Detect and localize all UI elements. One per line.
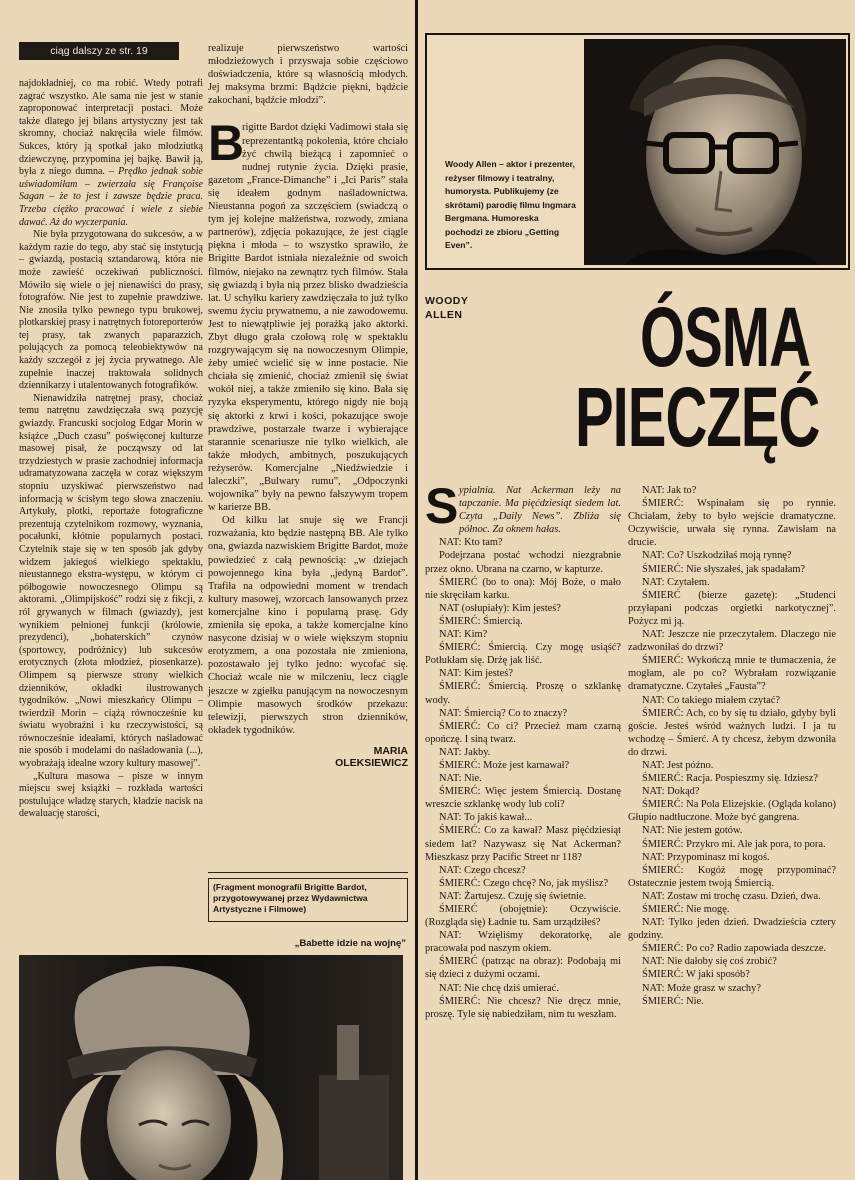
- dialogue-line: NAT: Przypominasz mi kogoś.: [642, 851, 770, 863]
- dialogue-line: NAT: Nie.: [439, 773, 482, 785]
- dialogue-line: NAT: Czego chcesz?: [439, 864, 526, 876]
- woody-allen-feature-box: [425, 33, 850, 270]
- bardot-article-column-2: [208, 42, 408, 770]
- dialogue-line: ŚMIERĆ: Może jest karnawał?: [439, 759, 570, 771]
- source-note: (Fragment monografii Brigitte Bardot, przygotowywanej przez Wydawnictwa Artystyczne i Filmowe): [208, 878, 408, 922]
- dialogue-line: NAT: Jest późno.: [642, 759, 714, 771]
- dialogue-line: NAT: Nie jestem gotów.: [642, 825, 743, 837]
- bardot-photo: [19, 955, 403, 1180]
- story-author: WOODY ALLEN: [425, 295, 469, 321]
- dialogue-line: NAT: Dokąd?: [642, 786, 700, 798]
- dialogue-line: NAT: To jakiś kawał...: [439, 812, 533, 824]
- article-paragraph: Od kilku lat snuje się we Francji rozważania, kto będzie następną BB. Ale tylko ona, gwiazda nazwiskiem Brigitte Bardot, może powiedzieć z całą pewnością: „w dziejach powojennego kina była „jedyną Bardot”. Trafiła na odpowiedni moment w trendach kultury masowej, wzorcach lansowanych przez komercjalne kino i popularną prasę. Gdy zmieniła się epoka, a także komercjalne kino nasycone dzisiaj w o wiele większym stopniu erotyzmem, a ona pozostała nie zmieniona, pozostawało jej tylko jedno: wycofać się. Chociaż wcale nie w milczeniu, lecz ciągle jeszcze w zgiełku panującym na nowoczesnym Olimpie masowych środków przekazu: telewizji, pierwszych stron dzienników, okładek tygodników.: [208, 515, 408, 736]
- article-paragraph: Nienawidziła natrętnej prasy, chociaż temu natrętnu zawdzięczała swą pozycję gwiazdy. Francuski socjolog Edgar Morin w książce „Duch czasu” poświęconej kulturze masowej pisał, że począwszy od lat trzydziestych w prasie zachodniej informacja udramatyzowana zaczęła w coraz większym stopniu uzyskiwać pierwszeństwo nad informacją w ścisłym tego słowa znaczeniu. Artykuły, plotki, reportaże fotograficzne prezentują czytelnikom rozmowy, wyznania, pocałunki, kłótnie popularnych postaci. Czytelnik staje się w ten sposób jak gdyby widzem jakiegoś wielkiego spektaklu, nieustannego ekstra-występu, w którym ci półbogowie nowoczesnego Olimpu są aktorami. „Olimpijskość” rodzi się z fikcji, z ról grywanych w filmach (gwiazdy), jest wynikiem pełnionej funkcji (królowie, prezydenci), „bohaterskich” czynów (sportowcy, podróżnicy) lub sukcesów erotycznych (złota młodzież, piosenkarze). Olimpem są pierwsze strony wielkich dzienników, okładki ilustrowanych tygodników. „Nowi mieszkańcy Olimpu – twierdził Morin – ciążą równocześnie ku światu wyobraźni i ku rzeczywistości, są równocześnie ideałami, których naśladować nie sposób i modelami do naśladowania (...), wyobrażają idealne wzory kultury masowej”.: [19, 392, 203, 770]
- rule-line: [208, 872, 408, 873]
- dialogue-line: ŚMIERĆ: Ach, co by się tu działo, gdyby byli goście. Jesteś wśród ważnych ludzi. I ja tu wchodzę – Śmierć. A ty chcesz, żebym dzwoniła do drzwi.: [628, 707, 836, 758]
- woody-allen-photo: [584, 39, 846, 265]
- dialogue-line: NAT: Żartujesz. Czuję się świetnie.: [439, 890, 587, 902]
- dialogue-line: ŚMIERĆ: Nie mogę.: [642, 904, 730, 915]
- story-title-line-1: ÓSMA: [640, 290, 810, 385]
- dialogue-line: NAT: Co? Uszkodziłaś moją rynnę?: [642, 550, 792, 562]
- dialogue-line: ŚMIERĆ: Co za kawał? Masz pięćdziesiąt siedem lat? Nazywasz się Nat Ackerman? Mieszkasz przy Pacific Street nr 118?: [425, 825, 621, 863]
- dialogue-line: NAT: Nie chcę dziś umierać.: [439, 982, 559, 994]
- article-paragraph: Nie była przygotowana do sukcesów, a w każdym razie do tego, aby stać się instytucją – gwiazdą, postacią sztandarową, która nie może zawieść oczekiwań publiczności. Mówiło się wiele o jej nienawiści do prasy, fotografów. Nie jest to zupełnie prawdziwe. Nie znosiła tylko pewnego typu brukowej, plotkarskiej prasy i natrętnych fotoreporterów tej prasy, tak zwanych paparazzich, polujących za pomocą teleobiektywów na każdy szczegół z jej życia prywatnego. Ale zupełnie inaczej traktowała solidnych dziennikarzy i utalentowanych fotografików.: [19, 229, 203, 392]
- dialogue-line: ŚMIERĆ: Śmiercią. Czy mogę usiąść? Potłukłam się. Drżę jak liść.: [425, 642, 621, 667]
- dialogue-line: ŚMIERĆ: Racja. Pospieszmy się. Idziesz?: [642, 773, 819, 785]
- dialogue-line: NAT: Nie dałoby się coś zrobić?: [642, 956, 777, 968]
- dialogue-line: ŚMIERĆ: W jaki sposób?: [642, 969, 750, 981]
- dialogue-line: NAT: Zostaw mi trochę czasu. Dzień, dwa.: [642, 890, 821, 902]
- dialogue-line: ŚMIERĆ: Więc jestem Śmiercią. Dostanę wreszcie szklankę wody lub coli?: [425, 786, 621, 811]
- dialogue-line: NAT: Kim?: [439, 629, 488, 641]
- dialogue-line: ŚMIERĆ (bo to ona): Mój Boże, o mało nie skręciłam karku.: [425, 576, 621, 601]
- dialogue-line: ŚMIERĆ: Nie słyszałeś, jak spadałam?: [642, 563, 806, 575]
- dialogue-line: NAT: Kto tam?: [439, 537, 503, 549]
- dialogue-line: ŚMIERĆ: Śmiercią. Proszę o szklankę wody.: [425, 681, 621, 706]
- dialogue-line: ŚMIERĆ: Co ci? Przecież mam czarną opończę. I siną twarz.: [425, 720, 621, 745]
- article-paragraph: „Kultura masowa – pisze w innym miejscu swej książki – rozkłada wartości postulujące władzę starych, kładzie nacisk na dewaluację starości,: [19, 770, 203, 820]
- dialogue-line: ŚMIERĆ: Kogóż mogę przypominać? Ostatecznie jestem twoją Śmiercią.: [628, 864, 836, 889]
- dialogue-line: NAT: Jeszcze nie przeczytałem. Dlaczego nie zadzwoniłaś do drzwi?: [628, 629, 836, 654]
- dialogue-line: NAT: Jakby.: [439, 746, 491, 758]
- dialogue-line: NAT: Kim jesteś?: [439, 668, 513, 680]
- dialogue-line: ŚMIERĆ: Nie chcesz? Nie dręcz mnie, proszę. Tyle się nabiedziłam, nim tu weszłam.: [425, 995, 621, 1020]
- story-title-line-2: PIECZĘĆ: [575, 370, 820, 465]
- drop-cap: S: [425, 478, 459, 534]
- dialogue-line: ŚMIERĆ (bierze gazetę): „Studenci przyłapani podczas orgietki narkotycznej”. Pożycz mi ją.: [628, 589, 836, 627]
- story-intro: Sypialnia. Nat Ackerman leży na tapczanie. Ma pięćdziesiąt siedem lat. Czyta „Daily News”. Zbliża się północ. Za oknem hałas.: [425, 478, 621, 536]
- drop-cap: B: [208, 115, 245, 172]
- dialogue-line: ŚMIERĆ: Wspinałam się po rynnie. Chciałam, żeby to było wejście dramatyczne. Oczywiście, urwała się rynna. Zawisłam na drucie.: [628, 498, 836, 549]
- dialogue-line: NAT: Może grasz w szachy?: [642, 982, 761, 994]
- woody-caption: Woody Allen – aktor i prezenter, reżyser filmowy i teatralny, humorysta. Publikujemy (ze skrótami) parodię filmu Ingmara Bergmana. Humoreska pochodzi ze zbioru „Getting Even”.: [445, 159, 576, 250]
- photo-caption: „Babette idzie na wojnę”: [294, 938, 406, 949]
- author-signature: MARIA OLEKSIEWICZ: [335, 744, 408, 770]
- dialogue-line: Podejrzana postać wchodzi niezgrabnie przez okno. Ubrana na czarno, w kapturze.: [425, 550, 621, 575]
- dialogue-line: ŚMIERĆ: Po co? Radio zapowiada deszcze.: [642, 943, 827, 955]
- bardot-article-column-1: [19, 78, 203, 821]
- column-divider: [415, 0, 418, 1180]
- dialogue-line: ŚMIERĆ: Wykończą mnie te tłumaczenia, że mogłam, ale po co? Wybrałam rozwiązanie dramatyczne. Czytałeś „Fausta”?: [628, 655, 836, 693]
- story-lines: [628, 484, 836, 1008]
- article-paragraph: najdokładniej, co ma robić. Wtedy potrafi zagrać wszystko. Ale sama nie jest w stanie zaproponować interpretacji postaci. Może także dlatego jej bilans artystyczny jest tak skromny, chociaż nakręciła wiele filmów. Sukces, który ją spotkał jako młodziutką dziewczynę, przypomina jej bajkę. Bawił ją, była z niego dumna. – Prędko jednak sobie uświadomiłam – zwierzała się Françoise Sagan – że to jest i zawsze będzie praca. Trzeba ciężko pracować i wiele z siebie dawać. Aż do wyczerpania.: [19, 78, 203, 228]
- dialogue-line: ŚMIERĆ: Śmiercią.: [439, 615, 523, 627]
- dialogue-line: NAT: Wzięliśmy dekoratorkę, ale pracowała pod naszym okiem.: [425, 930, 621, 955]
- dialogue-line: ŚMIERĆ: Przykro mi. Ale jak pora, to pora.: [642, 838, 826, 850]
- dialogue-line: NAT: Jak to?: [642, 485, 697, 496]
- story-column-2: [628, 484, 836, 1008]
- dialogue-line: ŚMIERĆ (obojętnie): Oczywiście. (Rozgląda się) Ładnie tu. Sam urządziłeś?: [425, 904, 621, 929]
- dialogue-line: ŚMIERĆ: Na Pola Elizejskie. (Ogląda kolano) Głupio nadtłuczone. Może być gangrena.: [628, 799, 836, 824]
- dialogue-line: NAT: Tylko jeden dzień. Dwadzieścia cztery godziny.: [628, 917, 836, 942]
- dialogue-line: NAT: Czytałem.: [642, 576, 710, 588]
- story-lines: [425, 536, 621, 1020]
- dialogue-line: ŚMIERĆ (patrząc na obraz): Podobają mi się dzieci z dużymi oczami.: [425, 956, 621, 981]
- story-column-1: [425, 478, 621, 1021]
- dialogue-line: NAT: Co takiego miałem czytać?: [642, 694, 780, 706]
- dialogue-line: NAT: Śmiercią? Co to znaczy?: [439, 707, 568, 719]
- article-paragraph: realizuje pierwszeństwo wartości młodzieżowych i przyswaja sobie częściowo doświadczenia, które są własnością młodych. Jej maksyma brzmi: Bądźcie piękni, bądźcie zakochani, bądźcie młodzi”.: [208, 43, 408, 107]
- dialogue-line: ŚMIERĆ: Czego chcę? No, jak myślisz?: [439, 877, 609, 889]
- article-paragraph: B rigitte Bardot dzięki Vadimowi stała się reprezentantką pokolenia, które chciało żyć chwilą bieżącą i zapomnieć o nudnej rutynie życia. Dzięki prasie, gazetom „France-Dimanche” i „Ici Paris” stała się ideałem godnym naśladownictwa. Nieustanna pogoń za szczęściem (swiadczą o tym jej kolejne małżeństwa, rozwody, zmiana partnerów), zdjęcia pokazujące, że jest ciągle piękna i młoda – to wszystko sprawiło, że Brigitte Bardot istniała niezależnie od swoich filmów, niejako na zewnątrz tych filmów. Stała się gwiazdą i była nią przez blisko dwadzieścia lat. U schyłku kariery zawdzięczała to już tylko swemu życiu prywatnemu, a nie zawodowemu. Jest to niewątpliwie jej porażką jako aktorki. Zbyt długo grała czołową rolę w spektaklu rozgrywającym się na nowoczesnym Olimpie, żeby umieć wcielić się w inne postacie. Nie chciała się zmienić, chociaż zmienił się świat wokół niej, a także zmieniło się kino. Bała się ryzyka eksperymentu, którego nigdy nie boją się aktorki z krwi i kości, pokazujące swoje prawdziwe, postarzałe twarze i wybierające starannie scenariusze nie tylko wielkich, ale także młodych, ambitnych, poszukujących reżyserów. Komercjalne „Niedźwiedzie i laleczki”, „Bulwary rumu”, „Odpoczynki wojownika” były na pewno fałszywym tropem w karierze BB.: [208, 115, 408, 514]
- dialogue-line: ŚMIERĆ: Nie.: [642, 995, 704, 1007]
- dialogue-line: NAT (osłupiały): Kim jesteś?: [439, 602, 561, 614]
- continued-banner: ciąg dalszy ze str. 19: [19, 42, 179, 60]
